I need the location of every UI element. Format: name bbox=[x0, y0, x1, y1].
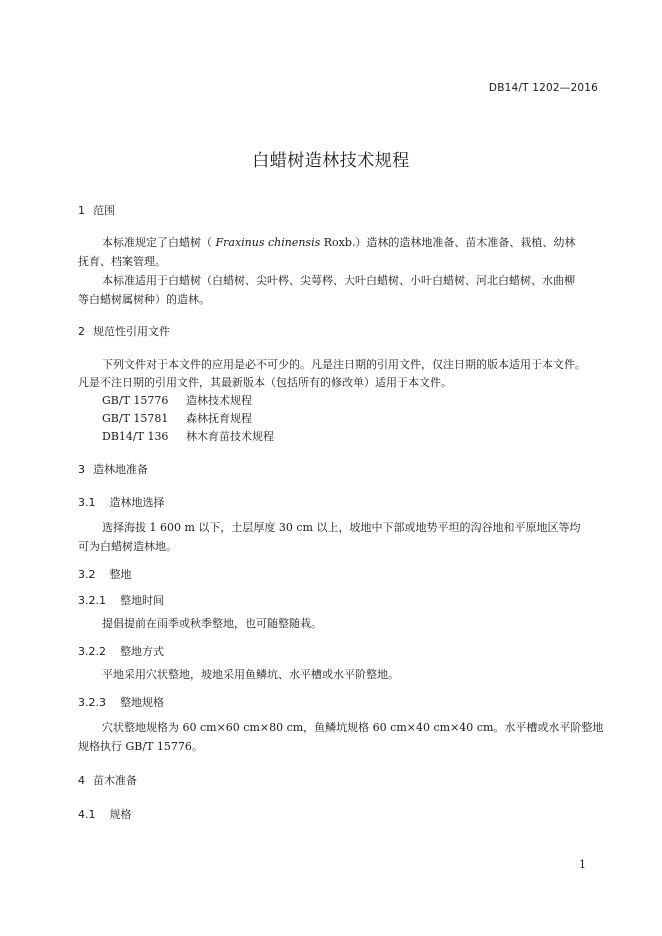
section-title: 造林地准备 bbox=[93, 463, 148, 476]
reference-item bbox=[102, 410, 252, 426]
section-3-heading bbox=[78, 461, 148, 477]
reference-code: DB14/T 136 bbox=[102, 430, 169, 443]
paragraph-line: 抚育、档案管理。 bbox=[78, 255, 166, 268]
section-title: 整地规格 bbox=[120, 696, 164, 709]
paragraph-line: 规格执行 GB/T 15776。 bbox=[78, 740, 203, 753]
paragraph-line: 本标准适用于白蜡树（白蜡树、尖叶梣、尖萼梣、大叶白蜡树、小叶白蜡树、河北白蜡树、水曲柳 bbox=[102, 274, 575, 287]
section-3-2-heading bbox=[78, 566, 132, 582]
reference-item bbox=[102, 428, 274, 444]
reference-name: 林木育苗技术规程 bbox=[186, 430, 274, 443]
section-title: 苗木准备 bbox=[93, 774, 137, 787]
paragraph-line: 下列文件对于本文件的应用是必不可少的。凡是注日期的引用文件，仅注日期的版本适用于本文件。 bbox=[102, 358, 586, 371]
section-4-1-heading bbox=[78, 806, 132, 822]
standard-code: DB14/T 1202—2016 bbox=[488, 82, 598, 94]
section-number: 3.1 bbox=[78, 496, 96, 509]
section-3-2-3-heading bbox=[78, 694, 164, 710]
section-number: 3 bbox=[78, 463, 85, 476]
section-number: 1 bbox=[78, 204, 85, 217]
section-title: 规格 bbox=[109, 808, 132, 821]
paragraph-line: 凡是不注日期的引用文件，其最新版本（包括所有的修改单）适用于本文件。 bbox=[78, 376, 452, 389]
reference-code: GB/T 15776 bbox=[102, 394, 169, 407]
reference-name: 造林技术规程 bbox=[186, 394, 252, 407]
paragraph-line: 平地采用穴状整地，坡地采用鱼鳞坑、水平槽或水平阶整地。 bbox=[102, 668, 399, 681]
paragraph-line: 选择海拔 1 600 m 以下，土层厚度 30 cm 以上，坡地中下部或地势平坦的沟谷地和平原地区等均 bbox=[102, 521, 581, 534]
section-2-heading bbox=[78, 323, 170, 339]
paragraph-line: 提倡提前在雨季或秋季整地，也可随整随栽。 bbox=[102, 617, 322, 630]
section-number: 4.1 bbox=[78, 808, 96, 821]
section-4-heading bbox=[78, 772, 137, 788]
reference-code: GB/T 15781 bbox=[102, 412, 169, 425]
section-number: 4 bbox=[78, 774, 85, 787]
section-number: 3.2.1 bbox=[78, 594, 106, 607]
section-title: 造林地选择 bbox=[109, 496, 165, 509]
section-3-2-2-heading bbox=[78, 643, 164, 659]
paragraph-line: 等白蜡树属树种）的造林。 bbox=[78, 293, 210, 306]
paragraph-line: 穴状整地规格为 60 cm×60 cm×80 cm，鱼鳞坑规格 60 cm×40 cm×40 cm。水平槽或水平阶整地 bbox=[102, 721, 604, 734]
latin-name: Fraxinus chinensis bbox=[215, 236, 321, 249]
section-title: 整地方式 bbox=[120, 645, 164, 658]
section-title: 整地 bbox=[109, 568, 132, 581]
reference-item bbox=[102, 392, 252, 408]
document-title: 白蜡树造林技术规程 bbox=[252, 151, 410, 171]
page-number: 1 bbox=[579, 858, 586, 871]
section-number: 3.2.2 bbox=[78, 645, 106, 658]
section-1-heading bbox=[78, 202, 115, 218]
paragraph-line: 本标准规定了白蜡树（ Fraxinus chinensis Roxb.）造林的造林地准备、苗木准备、栽植、幼林 bbox=[102, 236, 576, 249]
section-title: 整地时间 bbox=[120, 594, 164, 607]
paragraph-line: 可为白蜡树造林地。 bbox=[78, 540, 177, 553]
section-number: 2 bbox=[78, 325, 85, 338]
section-title: 范围 bbox=[93, 204, 115, 217]
section-number: 3.2 bbox=[78, 568, 96, 581]
reference-name: 森林抚育规程 bbox=[186, 412, 252, 425]
section-number: 3.2.3 bbox=[78, 696, 106, 709]
section-3-1-heading bbox=[78, 494, 165, 510]
section-3-2-1-heading bbox=[78, 592, 164, 608]
section-title: 规范性引用文件 bbox=[93, 325, 170, 338]
